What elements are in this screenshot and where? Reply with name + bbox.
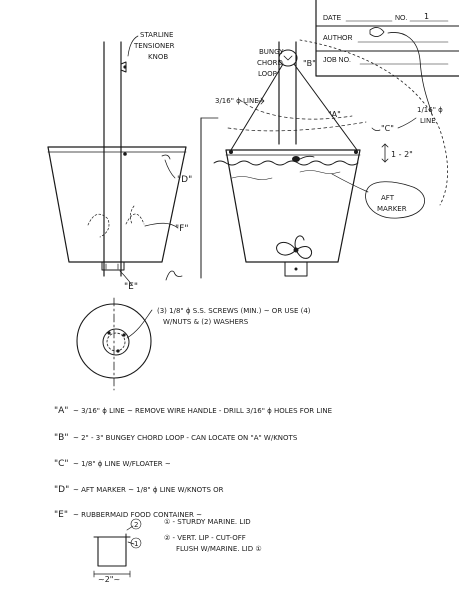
note-a-text: ~ 3/16" ϕ LINE ~ REMOVE WIRE HANDLE - DRILL 3/16" ϕ HOLES FOR LINE <box>73 407 333 415</box>
tensioner-line-1: STARLINE <box>140 31 174 39</box>
note-d-text: ~ AFT MARKER ~ 1/8" ϕ LINE W/KNOTS OR <box>73 486 224 494</box>
left-elevation <box>48 42 189 276</box>
lid-detail <box>94 518 262 584</box>
notes-block <box>54 406 332 520</box>
number-value: 1 <box>424 12 430 21</box>
number-label: NO. <box>395 15 408 22</box>
center-divider <box>166 118 218 280</box>
detail-line-1: ① - STURDY MARINE. LID <box>164 518 251 526</box>
detail-callout-2: 2 <box>134 521 139 529</box>
date-label: DATE <box>323 15 342 22</box>
bungy-line-3: LOOP <box>258 70 277 78</box>
label-e: "E" <box>124 282 138 292</box>
detail-dimension: ~2"~ <box>98 575 121 584</box>
tensioner-line-3: KNOB <box>148 53 169 61</box>
title-block <box>316 0 459 115</box>
label-a: "A" <box>328 110 341 119</box>
label-d: "D" <box>177 175 193 185</box>
right-elevation <box>214 42 388 276</box>
label-b: "B" <box>303 59 316 68</box>
bungy-line-1: BUNGY <box>259 48 284 56</box>
aft-marker-line-1: AFT <box>381 194 394 202</box>
note-e-tag: "E" <box>54 510 68 520</box>
note-a-tag: "A" <box>54 406 69 416</box>
note-c-text: ~ 1/8" ϕ LINE W/FLOATER ~ <box>73 460 171 468</box>
screws-line-2: W/NUTS & (2) WASHERS <box>163 318 249 326</box>
bungy-line-2: CHORD <box>257 59 283 67</box>
tensioner-label <box>128 31 175 61</box>
detail-callout-1: 1 <box>134 540 139 548</box>
aft-marker-line-2: MARKER <box>377 205 407 213</box>
right-labels <box>215 48 443 218</box>
job-number-label: JOB NO. <box>323 57 352 64</box>
plan-view <box>77 298 152 390</box>
note-b-text: ~ 2" - 3" BUNGEY CHORD LOOP - CAN LOCATE ON "A" W/KNOTS <box>73 434 298 442</box>
note-c-tag: "C" <box>54 459 69 469</box>
author-label: AUTHOR <box>323 35 353 42</box>
detail-line-3: FLUSH W/MARINE. LID ① <box>176 545 262 553</box>
label-c: "C" <box>381 124 394 133</box>
tensioner-line-2: TENSIONER <box>134 42 175 50</box>
line-right-2: LINE <box>420 117 436 125</box>
note-b-tag: "B" <box>54 433 69 443</box>
detail-line-2: ② - VERT. LIP - CUT-OFF <box>164 534 246 542</box>
line-left-label: 3/16" ϕ LINE <box>215 97 259 105</box>
line-right-1: 1/16" ϕ <box>417 106 443 114</box>
dimension-label: 1 - 2" <box>391 150 413 159</box>
note-d-tag: "D" <box>54 485 70 495</box>
note-e-text: ~ RUBBERMAID FOOD CONTAINER ~ <box>73 511 202 519</box>
screws-line-1: (3) 1/8" ϕ S.S. SCREWS (MIN.) ~ OR USE (4) <box>157 307 311 315</box>
label-f: "F" <box>175 224 189 234</box>
